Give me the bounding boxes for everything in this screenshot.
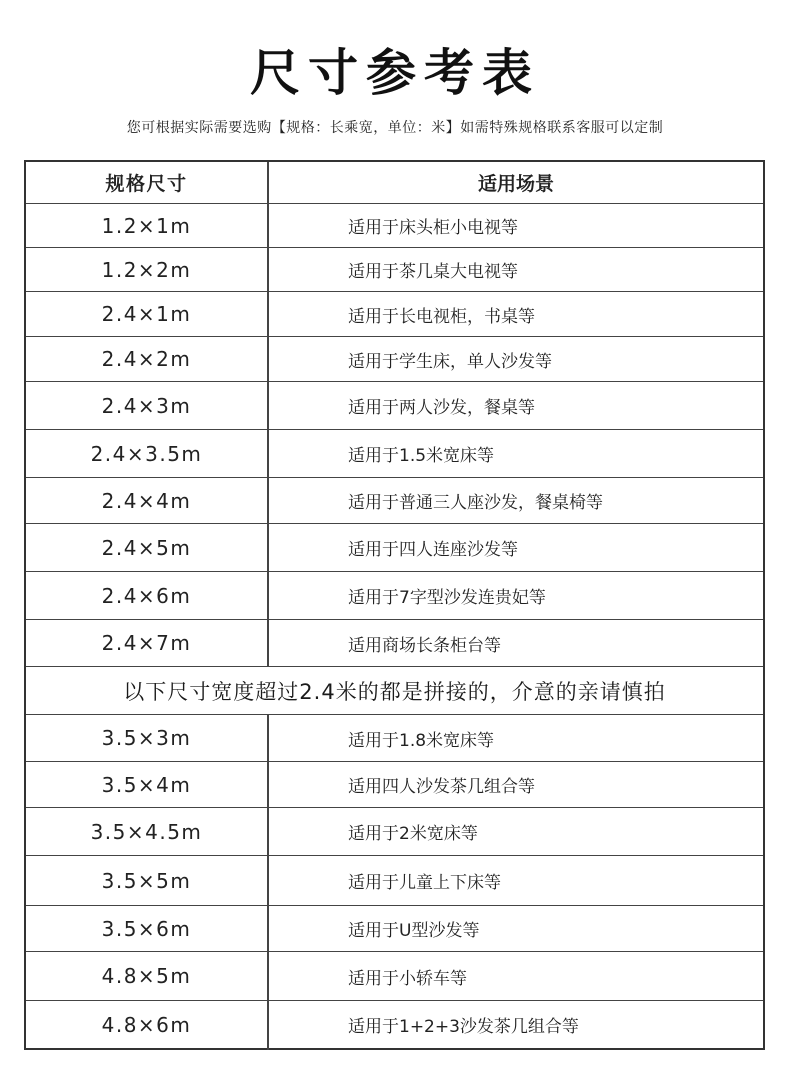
- size-cell: 3.5×3m: [101, 726, 192, 750]
- use-cell: 适用于四人连座沙发等: [348, 540, 518, 560]
- table-row: [26, 382, 763, 430]
- table-row: [26, 337, 763, 382]
- size-cell: 3.5×4.5m: [90, 819, 203, 844]
- header-size: 规格尺寸: [105, 173, 188, 195]
- use-cell: 适用于2米宽床等: [348, 824, 478, 844]
- table-row: [26, 292, 763, 337]
- use-cell: 适用于7字型沙发连贵妃等: [348, 588, 546, 608]
- size-cell: 2.4×3m: [101, 393, 192, 418]
- size-cell: 3.5×6m: [101, 916, 192, 941]
- use-cell: 适用于1.8米宽床等: [348, 730, 495, 751]
- use-cell: 适用于两人沙发，餐桌等: [348, 398, 535, 418]
- use-cell: 适用于儿童上下床等: [348, 873, 501, 893]
- size-cell: 3.5×4m: [101, 772, 192, 797]
- size-cell: 2.4×6m: [101, 583, 192, 608]
- table-row: [26, 952, 763, 1001]
- use-cell: 适用商场长条柜台等: [348, 635, 501, 656]
- size-cell: 2.4×2m: [101, 347, 192, 371]
- size-cell: 2.4×1m: [101, 302, 192, 326]
- use-cell: 适用于小轿车等: [348, 968, 467, 989]
- page-title: 尺寸参考表: [250, 44, 540, 102]
- table-row: [26, 572, 763, 620]
- use-cell: 适用四人沙发茶几组合等: [348, 777, 535, 797]
- size-cell: 2.4×5m: [101, 535, 192, 560]
- table-row: [26, 248, 763, 292]
- size-cell: 1.2×1m: [101, 213, 192, 238]
- table-row: [26, 430, 763, 478]
- size-cell: 2.4×4m: [101, 488, 192, 513]
- use-cell: 适用于普通三人座沙发，餐桌椅等: [348, 493, 603, 513]
- table-row: [26, 524, 763, 572]
- use-cell: 适用于床头柜小电视等: [348, 218, 518, 238]
- use-cell: 适用于学生床，单人沙发等: [348, 351, 552, 372]
- size-cell: 4.8×5m: [101, 964, 192, 988]
- header-use: 适用场景: [477, 173, 554, 195]
- table-row: [26, 808, 763, 856]
- table-row: [26, 620, 763, 667]
- use-cell: 适用于U型沙发等: [348, 921, 480, 941]
- table-row: [26, 478, 763, 524]
- use-cell: 适用于1.5米宽床等: [348, 446, 495, 466]
- table-row: [26, 204, 763, 248]
- use-cell: 适用于茶几桌大电视等: [348, 262, 518, 282]
- size-cell: 4.8×6m: [101, 1012, 192, 1037]
- table-row: [26, 856, 763, 906]
- use-cell: 适用于1+2+3沙发茶几组合等: [348, 1017, 579, 1037]
- splice-notice: 以下尺寸宽度超过2.4米的都是拼接的，介意的亲请慎拍: [26, 667, 763, 715]
- size-cell: 1.2×2m: [101, 257, 192, 282]
- use-cell: 适用于长电视柜，书桌等: [348, 306, 535, 327]
- size-cell: 2.4×7m: [101, 631, 192, 655]
- table-row: [26, 1001, 763, 1048]
- page-subtitle: 您可根据实际需要选购【规格：长乘宽，单位：米】如需特殊规格联系客服可以定制: [126, 120, 664, 136]
- table-row: [26, 715, 763, 762]
- size-cell: 2.4×3.5m: [90, 441, 203, 466]
- table-row: [26, 906, 763, 952]
- size-reference-table: [24, 160, 765, 1050]
- size-cell: 3.5×5m: [101, 868, 192, 893]
- table-row: [26, 762, 763, 808]
- table-header-row: [26, 162, 763, 204]
